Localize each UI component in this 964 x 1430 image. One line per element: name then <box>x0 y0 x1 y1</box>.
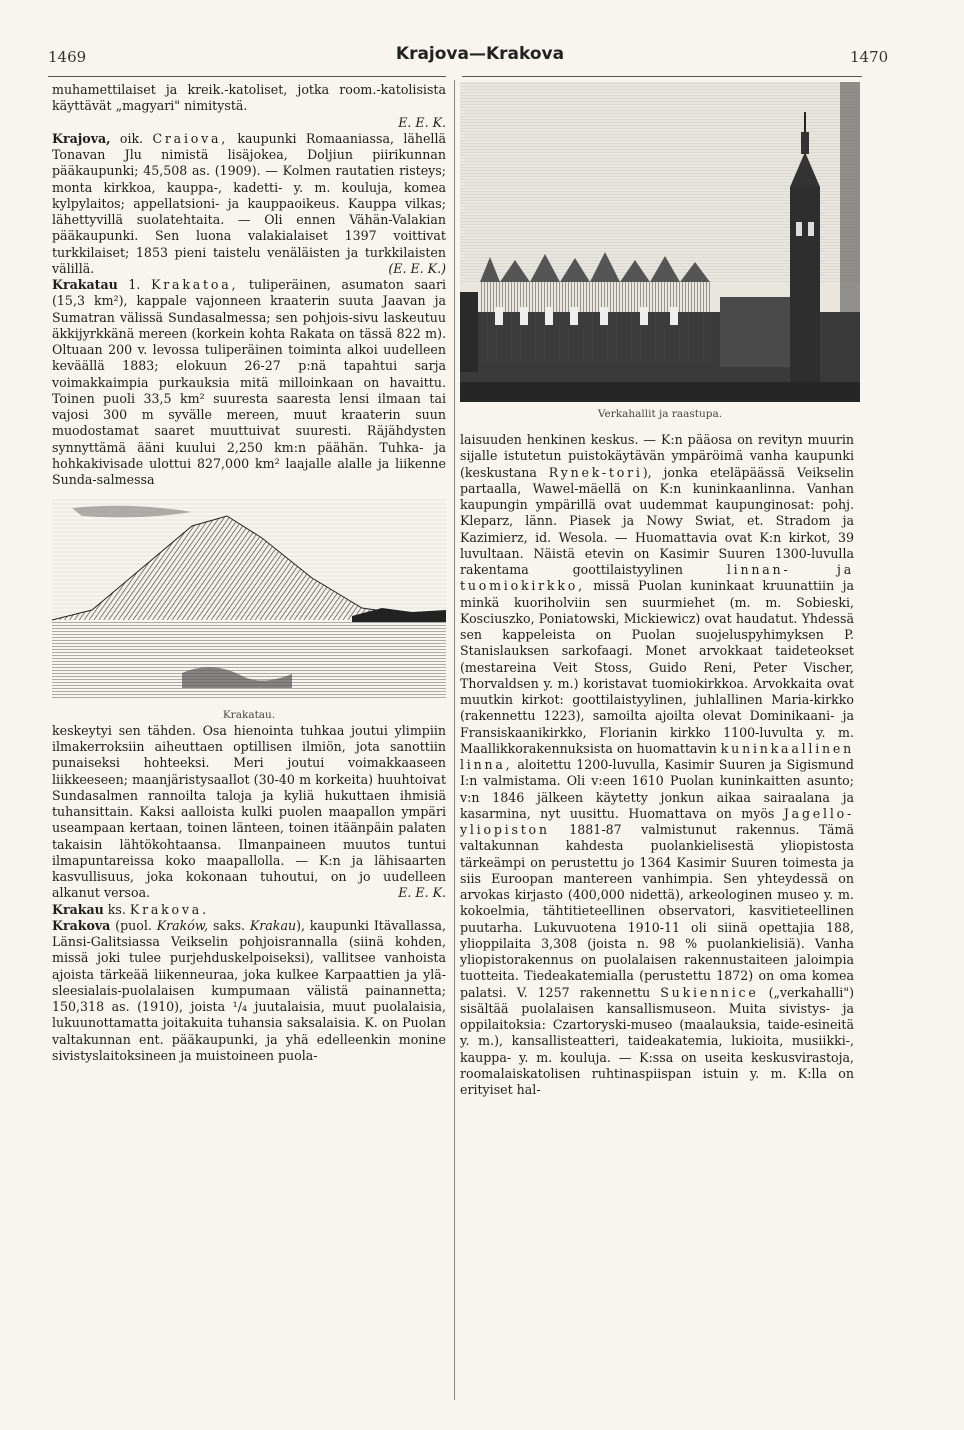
page-number-left: 1469 <box>48 48 87 66</box>
entry-headword: Krakau <box>52 901 104 917</box>
paragraph-continued: muhamettilaiset ja kreik.-katoliset, jotka room.-katolisista käyttävät „magyari" nimitystä. <box>52 82 446 114</box>
cloth-hall-town-hall-engraving <box>460 82 860 402</box>
signature: E. E. K. <box>398 114 446 130</box>
running-head: Krajova—Krakova <box>395 44 565 64</box>
krakatau-island-engraving <box>52 498 446 698</box>
signature: (E. E. K.) <box>388 260 446 276</box>
entry-headword: Krakatau <box>52 277 118 292</box>
entry-krakova: Krakova (puol. Kraków, saks. Krakau), kaupunki Itävallassa, Länsi-Galitsiassa Veikselin pohjoisrannalla (siinä kohden, missä joki tulee purjehduskelpoiseksi), vallitsee vanhoista ajoista tärkeää liikenneuraa, joka kulkee Karpaattien ja ylä-sleesialais-puolalaisen kumpumaan välistä painannetta; 150,318 as. (1910), joista ¹/₄ juutalaisia, muut puolalaisia, lukuunottamatta joitakuita tuhansia saksalaisia. K. on Puolan valtakunnan ent. pääkaupunki, ja yhä edelleenkin monine sivistyslaitoksineen ja muistoineen puola- <box>52 917 446 1063</box>
entry-krajova: Krajova, oik. Craiova, kaupunki Romaaniassa, lähellä Tonavan Jlu nimistä lisäjokea, Doljiun piirikunnan pääkaupunki; 45,508 as. (1909). — Kolmen rautatien risteys; monta kirkkoa, kauppa-, kadetti- y. m. kouluja, komea kylpylaitos; appellatsioni- ja kauppaoikeus. Kauppa vilkas; lähettyvillä suolatehtaita. — Oli ennen Vähän-Valakian pääkaupunki. Sen luona valakialaiset 1397 voittivat turkkilaiset; 1853 pieni taistelu venäläisten ja turkkilaisten välillä. (E. E. K.) <box>52 130 446 276</box>
entry-headword: Krajova, <box>52 130 111 146</box>
paragraph: keskeytyi sen tähden. Osa hienointa tuhkaa joutui ylimpiin ilmakerroksiin aiheuttaen optillisen ilmiön, jota sanottiin punaiseksi hohteeksi. Meri joutui voimakkaaseen liikkeeseen; maanjäristysaallot (30-40 m korkeita) huuhtoivat Sundasalmen rannoilta taloja ja kyliä hukuttaen ihmisiä tuhansittain. Kaksi aalloista kulki puolen maapallon ympäri useampaan kertaan, toinen länteen, toinen itäänpäin palaten takaisin lähtökohtaansa. Ilmanpaineen muutos tuntui ilmapuntareissa koko maapallolla. — K:n ja lähisaarten kasvullisuus, joka kokonaan tuhoutui, on jo uudelleen alkanut versoa. E. E. K. <box>52 722 446 901</box>
entry-krakatau: Krakatau 1. Krakatoa, tuliperäinen, asumaton saari (15,3 km²), kappale vajonneen kraaterin suuta Jaavan ja Sumatran välissä Sundasalmessa; sen pohjois-sivu laskeutuu äkkijyrkkänä mereen (korkein kohta Rakata on tässä 822 m). Oltuaan 200 v. levossa tuliperäinen toiminta alkoi uudelleen keväällä 1883; elokuun 26-27 p:nä tapahtui sarja voimakkaimpia purkauksia mitä milloinkaan on havaittu. Toinen puoli 33,5 km² suuresta saaresta lensi ilmaan tai vajosi 300 m syvälle mereen, muut kraaterin suun muodostamat saaret muuttuivat suuresti. Räjähdysten synnyttämä ääni kuului 2,250 km:n päähän. Tuhka- ja hohkakivisade ulottui 827,000 km² laajalle alalle ja liikenne Sunda-salmessa <box>52 277 446 487</box>
column-divider <box>454 80 455 1400</box>
entry-headword: Krakova <box>52 917 111 933</box>
header-rule-right <box>462 76 862 77</box>
cloth-hall-illustration <box>460 82 860 402</box>
signature: E. E. K. <box>398 885 446 901</box>
krakatau-illustration <box>52 498 446 702</box>
paragraph-krakova-continued: laisuuden henkinen keskus. — K:n pääosa on revityn muurin sijalle istutetun puistokäytävän ympäröimä vanha kaupunki (keskustana Rynek-tori), jonka eteläpäässä Veikselin partaalla, Wawel-mäellä on K:n kuninkaanlinna. Vanhan kaupungin ympärillä ovat uudemmat kaupunginosat: pohj. Kleparz, länn. Piasek ja Nowy Swiat, et. Stradom ja Kazimierz, id. Wesola. — Huomattavia ovat K:n kirkot, 39 luvultaan. Näistä etevin on Kasimir Suuren 1300-luvulla rakentama goottilaistyylinen linnan- ja tuomiokirkko, missä Puolan kuninkaat kruunattiin ja minkä kuoriholviin sen suurmiehet (m. m. Sobieski, Kosciuszko, Poniatowski, Mickiewicz) ovat haudatut. Yhdessä sen kappeleista on Puolan suojeluspyhimyksen P. Stanislauksen sarkofaagi. Monet arvokkaat taideteokset (mestareina Veit Stoss, Guido Reni, Peter Vischer, Thorvaldsen y. m.) koristavat tuomiokirkkoa. Arvokkaita ovat muutkin kirkot: goottilaistyylinen, juhlallinen Maria-kirkko (rakennettu 1223), samoilta ajoilta olevat Dominikaani- ja Fransiskaanikirkko, Florianin kirkko 1100-luvulta y. m. Maallikkorakennuksista on huomattavin kuninkaallinen linna, aloitettu 1200-luvulla, Kasimir Suuren ja Sigismund I:n valmistama. Oli v:een 1610 Puolan kuninkaitten asunto; v:n 1846 jälkeen käytetty jonkun aikaa sairaalana ja kasarmina, nyt uusittu. Huomattava on myös Jagello-yliopiston 1881-87 valmistunut rakennus. Tämä valtakunnan kahdesta puolankielisestä yliopistosta tärkeämpi on perustettu jo 1364 Kasimir Suuren toimesta ja siis Euroopan mantereen vanhimpia. Sen yhteydessä on arvokas kirjasto (400,000 nidettä), arkeologinen museo y. m. kokoelmia, tähtitieteellinen observatori, kasvitieteellinen puutarha. Lukuvuotena 1910-11 oli siinä opettajia 188, ylioppilaita 3,308 (joista n. 98 % puolankielisiä). Vanha yliopistorakennus on puolalaisen rakennustaiteen jaloimpia tuotteita. Tiedeakatemialla (perustettu 1872) on oma komea palatsi. V. 1257 rakennettu Sukiennice („verkahalli") sisältää puolalaisen kansallismuseon. Muita sivistys- ja oppilaitoksia: Czartoryski-museo (maalauksia, taide-esineitä y. m.), kansallisteatteri, taideakatemia, lukioita, musiikki-, kauppa- y. m. kouluja. — K:ssa on useita keskusvirastoja, roomalaiskatolisen ruhtinaspiispan istuin y. m. K:lla on erityiset hal- <box>460 432 854 1097</box>
header-rule-left <box>48 76 446 77</box>
right-column <box>460 432 854 1098</box>
entry-krakau: Krakau ks. Krakova. <box>52 901 209 917</box>
left-column <box>52 82 446 1064</box>
figure-caption: Krakatau. <box>222 708 276 721</box>
page-number-right: 1470 <box>850 48 889 66</box>
figure-caption: Verkahallit ja raastupa. <box>597 408 723 420</box>
